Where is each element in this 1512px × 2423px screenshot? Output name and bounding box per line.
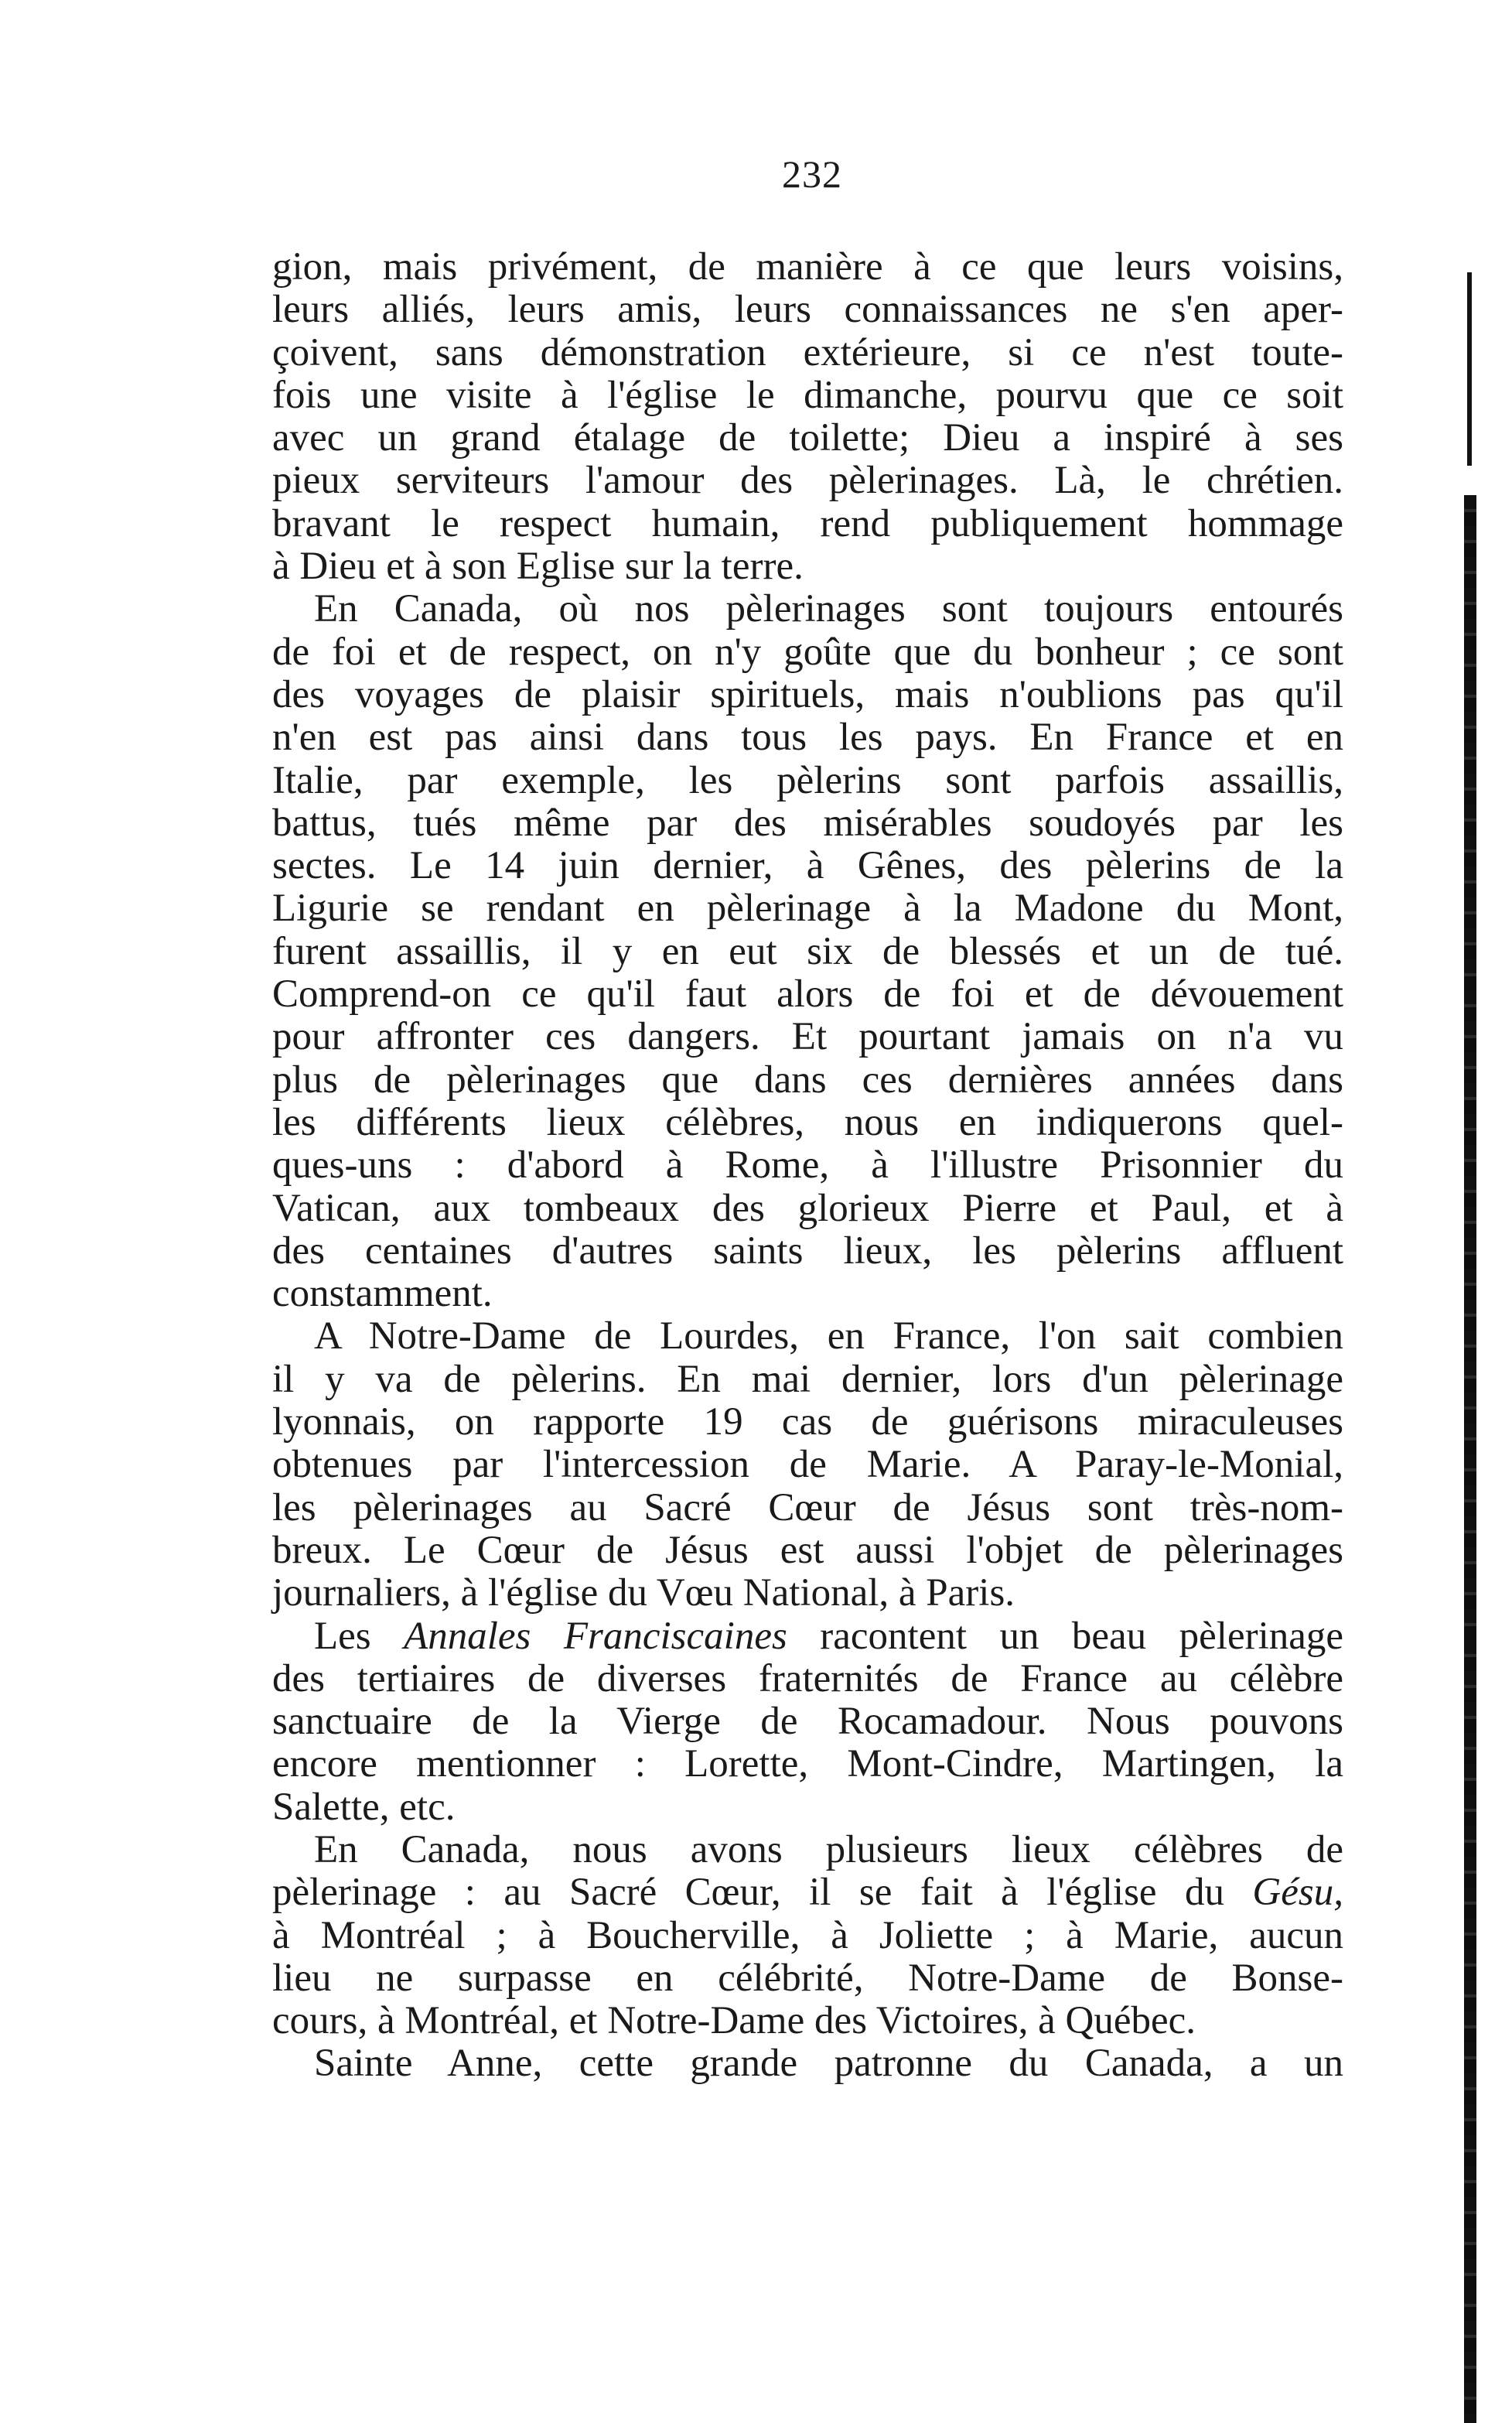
- text-line: les différents lieux célèbres, nous en indiquerons quel-: [272, 1100, 1343, 1144]
- text-line: à Dieu et à son Eglise sur la terre.: [272, 545, 804, 589]
- margin-binding-edge: [1464, 495, 1476, 2423]
- text-line: lyonnais, on rapporte 19 cas de guérisons miraculeuses: [272, 1400, 1343, 1444]
- text-fragment: pèlerinage : au Sacré Cœur, il se fait à l'église du: [272, 1871, 1253, 1915]
- text-line: En Canada, nous avons plusieurs lieux célèbres de: [314, 1827, 1343, 1871]
- text-line: des tertiaires de diverses fraternités de France au célèbre: [272, 1656, 1343, 1700]
- text-line: battus, tués même par des misérables soudoyés par les: [272, 801, 1343, 845]
- text-line: gion, mais privément, de manière à ce que leurs voisins,: [272, 245, 1343, 289]
- text-line: journaliers, à l'église du Vœu National, à Paris.: [272, 1571, 1015, 1615]
- text-line: Ligurie se rendant en pèlerinage à la Madone du Mont,: [272, 887, 1343, 931]
- text-line: obtenues par l'intercession de Marie. A Paray-le-Monial,: [272, 1443, 1343, 1487]
- text-line: Salette, etc.: [272, 1785, 456, 1829]
- text-line: breux. Le Cœur de Jésus est aussi l'objet de pèlerinages: [272, 1528, 1343, 1572]
- text-line: En Canada, où nos pèlerinages sont toujours entourés: [314, 587, 1343, 631]
- text-line: constamment.: [272, 1272, 493, 1316]
- text-line: sectes. Le 14 juin dernier, à Gênes, des pèlerins de la: [272, 844, 1343, 888]
- margin-rule-top: [1467, 272, 1472, 466]
- text-line: A Notre-Dame de Lourdes, en France, l'on sait combien: [314, 1314, 1343, 1358]
- text-line: [272, 1871, 1343, 1914]
- text-line: des voyages de plaisir spirituels, mais n'oublions pas qu'il: [272, 672, 1343, 716]
- text-line: Comprend-on ce qu'il faut alors de foi et de dévouement: [272, 972, 1343, 1017]
- text-line: Italie, par exemple, les pèlerins sont parfois assaillis,: [272, 758, 1343, 802]
- text-line: Sainte Anne, cette grande patronne du Canada, a un: [314, 2042, 1343, 2086]
- text-line: les pèlerinages au Sacré Cœur de Jésus sont très-nom-: [272, 1485, 1343, 1529]
- publication-title: Annales Franciscaines: [404, 1614, 787, 1658]
- text-line: de foi et de respect, on n'y goûte que du bonheur ; ce sont: [272, 630, 1343, 674]
- text-line: avec un grand étalage de toilette; Dieu a inspiré à ses: [272, 416, 1343, 460]
- text-line: plus de pèlerinages que dans ces dernières années dans: [272, 1058, 1343, 1102]
- text-line: encore mentionner : Lorette, Mont-Cindre, Martingen, la: [272, 1742, 1343, 1786]
- text-line: furent assaillis, il y en eut six de blessés et un de tué.: [272, 929, 1343, 973]
- text-line: il y va de pèlerins. En mai dernier, lors d'un pèlerinage: [272, 1357, 1343, 1401]
- text-line: lieu ne surpasse en célébrité, Notre-Dame de Bonse-: [272, 1956, 1343, 2000]
- text-line: n'en est pas ainsi dans tous les pays. En France et en: [272, 716, 1343, 760]
- body-text: [272, 246, 1343, 2086]
- page-number: 232: [782, 152, 842, 196]
- text-line: bravant le respect humain, rend publiquement hommage: [272, 501, 1343, 545]
- text-line: ques-uns : d'abord à Rome, à l'illustre Prisonnier du: [272, 1143, 1343, 1188]
- text-line: sanctuaire de la Vierge de Rocamadour. Nous pouvons: [272, 1700, 1343, 1744]
- text-line: cours, à Montréal, et Notre-Dame des Victoires, à Québec.: [272, 1999, 1196, 2043]
- text-line: à Montréal ; à Boucherville, à Joliette ; à Marie, aucun: [272, 1913, 1343, 1957]
- text-line: pieux serviteurs l'amour des pèlerinages. Là, le chrétien.: [272, 459, 1343, 503]
- text-line: [272, 1615, 1343, 1658]
- text-line: pour affronter ces dangers. Et pourtant jamais on n'a vu: [272, 1015, 1343, 1059]
- text-fragment: racontent un beau pèlerinage: [787, 1614, 1344, 1658]
- church-name: Gésu,: [1252, 1871, 1343, 1915]
- text-line: fois une visite à l'église le dimanche, pourvu que ce soit: [272, 373, 1343, 417]
- text-line: Vatican, aux tombeaux des glorieux Pierre et Paul, et à: [272, 1186, 1343, 1230]
- text-fragment: Les: [314, 1614, 404, 1658]
- text-line: des centaines d'autres saints lieux, les pèlerins affluent: [272, 1229, 1343, 1273]
- text-line: leurs alliés, leurs amis, leurs connaissances ne s'en aper-: [272, 288, 1343, 332]
- text-line: çoivent, sans démonstration extérieure, si ce n'est toute-: [272, 330, 1343, 374]
